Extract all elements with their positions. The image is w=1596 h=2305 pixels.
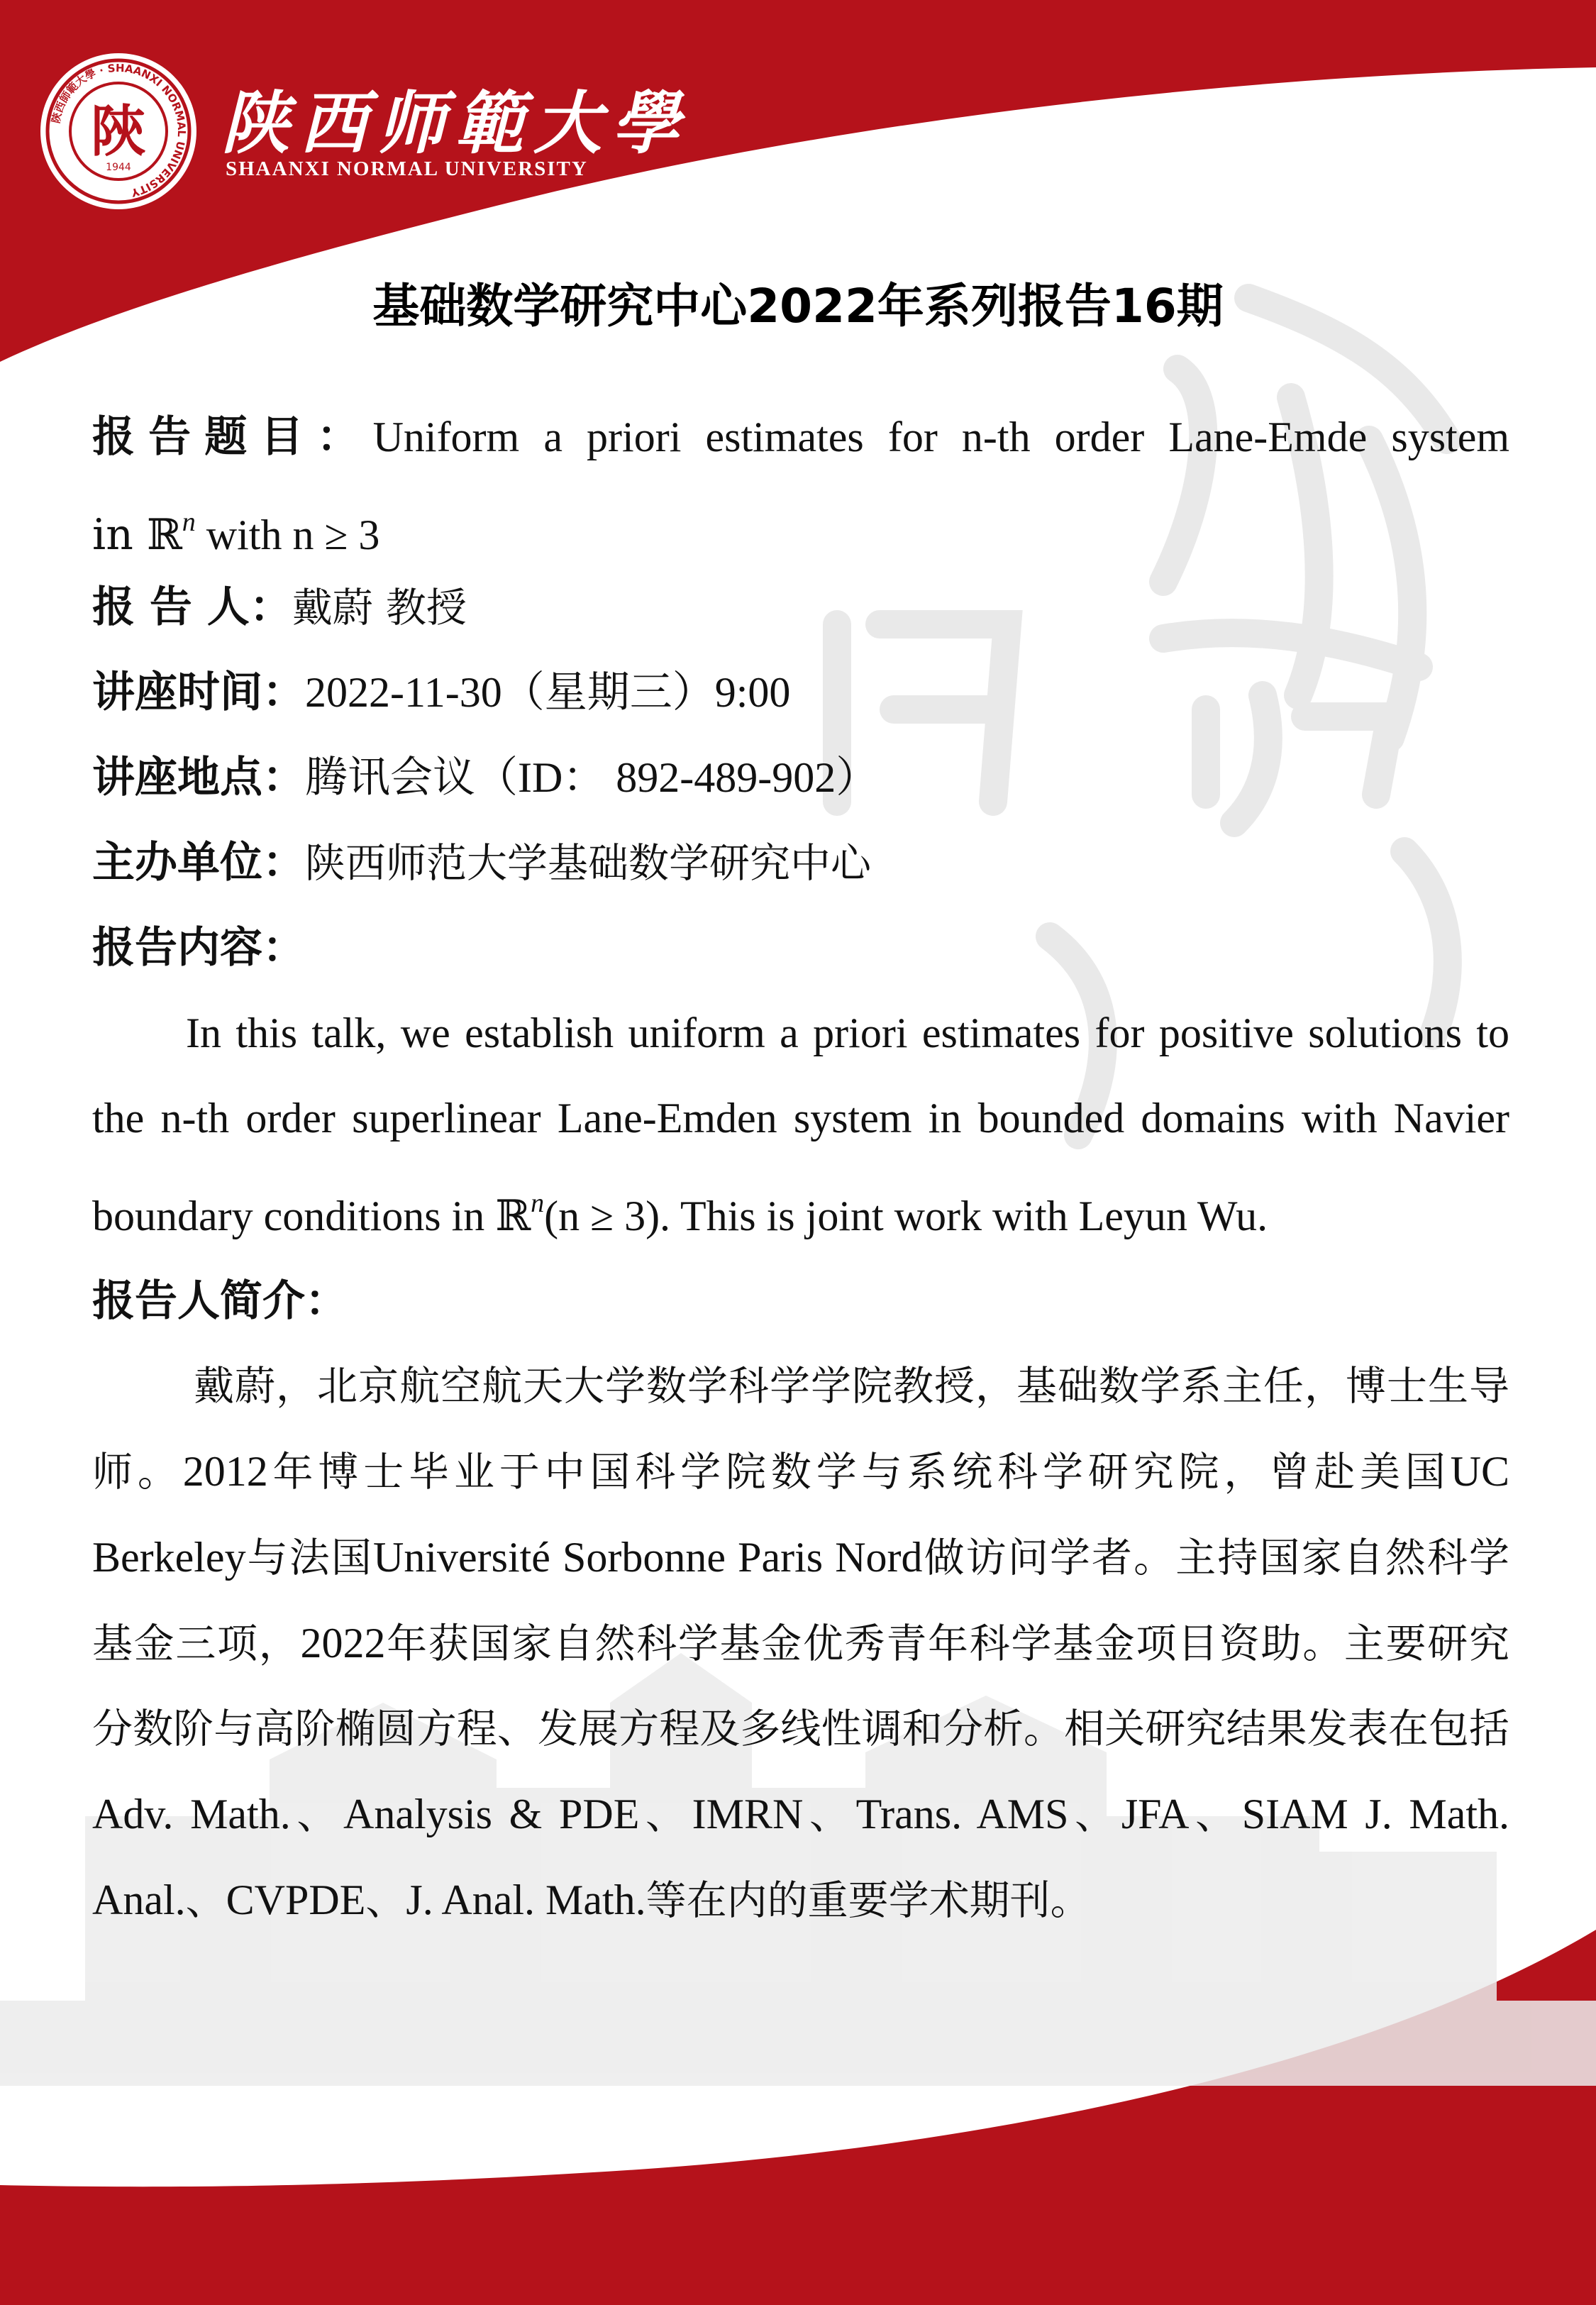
svg-text:1944: 1944 <box>106 162 131 173</box>
abstract-heading <box>92 905 1509 990</box>
abstract-label: 报告内容 <box>92 923 262 973</box>
place-line <box>92 735 1509 820</box>
topic-line-2 <box>92 480 1509 565</box>
bio-seg: 、 <box>185 1877 226 1924</box>
host-line <box>92 820 1509 905</box>
time-line <box>92 650 1509 735</box>
time-value: 2022-11-30（星期三）9:00 <box>305 669 791 716</box>
colon: ： <box>316 412 373 462</box>
bio-seg: JFA <box>1121 1791 1190 1837</box>
bio-seg: Université Sorbonne Paris Nord <box>372 1534 923 1581</box>
bio-heading <box>92 1259 1509 1344</box>
bio-seg: 年博士毕业于中国科学院数学与系统科学研究院，曾赴美国 <box>267 1449 1451 1496</box>
abstract-part1: In this talk, we establish uniform a priori estimates for positive solutions to the n-th order superlinear Lane-Emden system in bounded domains with Navier boundary conditions in <box>92 1010 1509 1239</box>
svg-text:陝西師範大學 · SHAANXI NORMAL UNIVER: 陝西師範大學 · SHAANXI NORMAL UNIVERSITY <box>49 61 189 199</box>
bio-seg: 、 <box>803 1791 856 1838</box>
poster-title: 基础数学研究中心2022年系列报告16期 <box>372 279 1224 333</box>
bio-seg: CVPDE <box>226 1876 366 1923</box>
topic-math-sup: n <box>182 507 196 537</box>
abstract-math: ℝ <box>495 1191 531 1241</box>
topic-line-1 <box>92 394 1509 480</box>
university-seal-logo <box>37 50 200 213</box>
topic-math: in ℝ <box>92 510 182 560</box>
bio-seg: 、 <box>639 1791 692 1838</box>
place-value: 腾讯会议（ID： 892-489-902） <box>305 754 879 801</box>
host-value: 陕西师范大学基础数学研究中心 <box>305 840 871 887</box>
bio-seg: Adv. Math. <box>92 1791 291 1837</box>
abstract-math-sup: n <box>531 1188 545 1218</box>
colon: ： <box>262 923 305 973</box>
svg-text:陝: 陝 <box>90 99 147 164</box>
bio-seg: J. Anal. Math. <box>406 1876 646 1923</box>
bio-seg: 做访问学者。主持国家自然科学基金三项， <box>92 1535 1509 1667</box>
bio-seg: 、 <box>290 1791 344 1838</box>
colon: ： <box>262 668 305 717</box>
abstract-part2: (n ≥ 3). This is joint work with Leyun Wu. <box>544 1193 1268 1239</box>
abstract-text <box>92 990 1509 1259</box>
topic-label: 报告题目 <box>92 412 317 462</box>
time-label: 讲座时间 <box>92 668 262 717</box>
host-label: 主办单位 <box>92 838 262 888</box>
bio-seg: 、 <box>1068 1791 1121 1838</box>
speaker-line <box>92 565 1509 650</box>
bio-seg: 2012 <box>182 1448 268 1495</box>
speaker-value: 戴蔚 教授 <box>292 585 467 631</box>
bio-seg: Analysis & PDE <box>343 1791 640 1837</box>
speaker-label: 报 告 人 <box>92 582 250 632</box>
bio-seg: SIAM J. Math. Anal. <box>92 1791 1510 1923</box>
place-label: 讲座地点 <box>92 753 262 802</box>
bio-seg: 、 <box>1189 1791 1242 1838</box>
bio-seg: 2022 <box>300 1620 386 1666</box>
topic-value-cont: with n ≥ 3 <box>195 512 380 558</box>
colon: ： <box>262 838 305 888</box>
colon: ： <box>249 582 292 632</box>
bio-seg: 等在内的重要学术期刊。 <box>645 1877 1091 1924</box>
topic-value: Uniform a priori estimates for n-th order Lane-Emde system <box>372 414 1510 460</box>
bio-seg: UC Berkeley <box>92 1448 1510 1581</box>
university-name-english: SHAANXI NORMAL UNIVERSITY <box>226 157 588 180</box>
bio-text <box>92 1344 1509 1943</box>
bio-seg: 年获国家自然科学基金优秀青年科学基金项目资助。主要研究分数阶与高阶椭圆方程、发展方程及多线性调和分析。相关研究结果发表在包括 <box>92 1620 1509 1752</box>
bio-seg: 、 <box>365 1877 406 1924</box>
university-name-chinese: 陕西师範大學 <box>221 83 689 163</box>
bio-seg: Trans. AMS <box>855 1791 1069 1837</box>
colon: ： <box>262 753 305 802</box>
bio-label: 报告人简介 <box>92 1276 305 1326</box>
bio-seg: 与法国 <box>245 1535 373 1581</box>
poster-content <box>92 394 1509 1943</box>
bio-seg: IMRN <box>692 1791 804 1837</box>
colon: ： <box>305 1276 348 1326</box>
bio-seg: 戴蔚，北京航空航天大学数学科学学院教授，基础数学系主任，博士生导师。 <box>92 1363 1509 1496</box>
